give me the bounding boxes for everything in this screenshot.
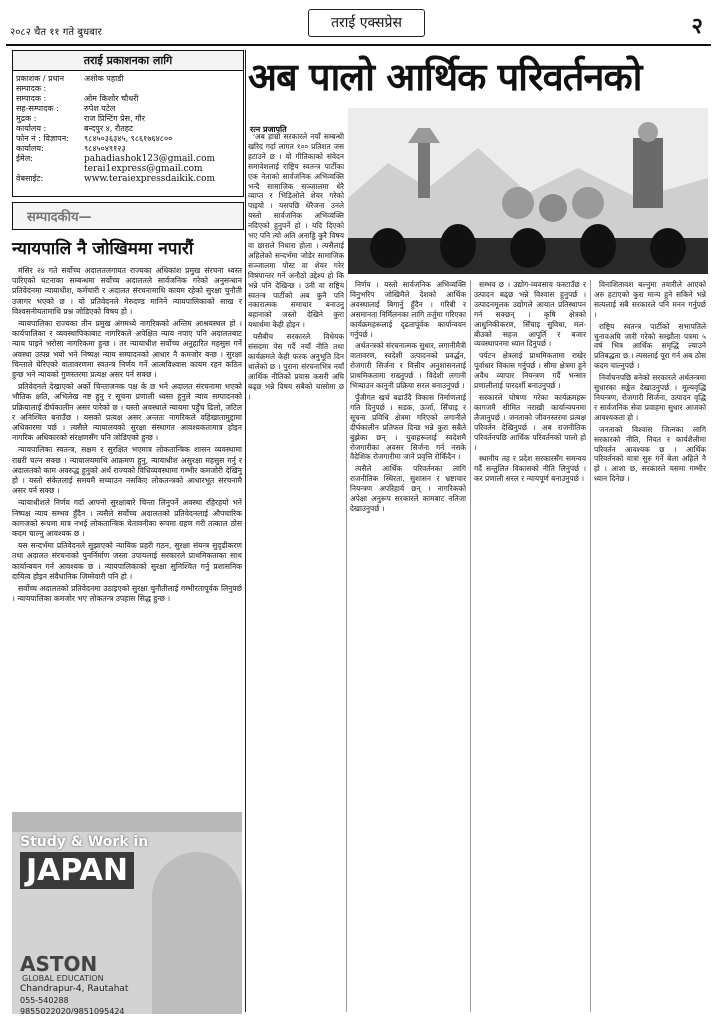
editorial-body bbox=[12, 266, 242, 806]
article-paragraph: सरकारले घोषणा गरेका कार्यक्रमहरू कागजमै सीमित नराखी कार्यान्वयनमा लैजानुपर्छ । जनताको जीवनस्तरमा प्रत्यक्ष परिवर्तन देखिनुपर्छ । अब राजनीतिक परिवर्तनपछि आर्थिक परिवर्तनको पालो हो । bbox=[474, 392, 586, 452]
page-number: २ bbox=[691, 14, 703, 39]
article-paragraph: पर्यटन क्षेत्रलाई प्राथमिकतामा राखेर पूर्वाधार विकास गर्नुपर्छ । सीमा क्षेत्रमा हुने अवैध व्यापार नियन्त्रण गर्दै भन्सार प्रणालीलाई पारदर्शी बनाउनुपर्छ । bbox=[474, 351, 586, 391]
email-link[interactable]: terai1express@gmail.com bbox=[84, 164, 203, 174]
article-paragraph: राष्ट्रिय स्वतन्त्र पार्टीको सभापतिले चुनावअघि जारी गरेको सम्झौता पत्रमा ५ वर्ष भित्र आर्थिक समृद्धि ल्याउने प्रतिबद्धता छ । त्यसलाई पूरा गर्न अब ठोस कदम चाल्नुपर्छ । bbox=[594, 321, 706, 371]
page-header bbox=[6, 4, 711, 44]
column-divider bbox=[590, 280, 591, 1012]
credit-row: सम्पादक : ओम किशोर चौधरी bbox=[16, 94, 139, 103]
article-paragraph: स्थानीय तह र प्रदेश सरकारसँग समन्वय गर्दै सन्तुलित विकासको नीति लिनुपर्छ । कर प्रणाली सरल र न्यायपूर्ण बनाउनुपर्छ । bbox=[474, 454, 586, 484]
ad-line2: JAPAN bbox=[20, 852, 134, 889]
website-label: वेबसाईट: bbox=[16, 174, 44, 183]
editorial-paragraph: न्यायपालिका स्वतन्त्र, सक्षम र सुरक्षित भएमात्र लोकतान्त्रिक शासन व्यवस्थामा राम्ररी चल्न सक्छ । न्यायालयमाथि आक्रमण हुनु, न्यायाधीश असुरक्षा महसुस गर्नु र अदालतको काम अवरुद्ध हुनुको अर्थ राज्यको विधिव्यवस्थामा गम्भीर कमजोरी देखिनु हो । यस्तो संकेतलाई समयमै सच्याउन नसकिए लोकतन्त्रको आधारभूत संरचनामै असर पर्न सक्छ । bbox=[12, 445, 242, 496]
editorial-paragraph: सर्वोच्च अदालतको प्रतिवेदनमा उठाइएको सुरक्षा चुनौतीलाई गम्भीरतापूर्वक लिनुपर्छ । न्यायपालिका कमजोर भए लोकतन्त्र उपहास सिद्ध हुन्छ । bbox=[12, 584, 242, 604]
ad-subtitle: GLOBAL EDUCATION bbox=[22, 974, 104, 983]
article-col4 bbox=[594, 280, 706, 1012]
article-paragraph: यसैबीच सरकारले विधेयक संसदमा पेस गर्दै नयाँ नीति तथा कार्यक्रमले केही फरक अनुभूति दिन थालेको छ । पुराना संरचनाभित्र नयाँ आर्थिक नीतिको प्रयास कसरी अघि बढ्छ भन्ने विषय सबैको चासोमा छ । bbox=[248, 332, 344, 401]
ad-phone1: 055-540288 bbox=[20, 996, 69, 1005]
study-japan-ad[interactable] bbox=[12, 812, 242, 1014]
article-paragraph: जनताको विश्वास जित्नका लागि सरकारको नीति, नियत र कार्यशैलीमा परिवर्तन आवश्यक छ । आर्थिक परिवर्तनको यात्रा सुरु गर्ने बेला अहिले नै हो । आशा छ, सरकारले यसमा गम्भीर ध्यान दिनेछ । bbox=[594, 424, 706, 484]
credit-row: मुद्रक : राज प्रिन्टिंग प्रेस, गौर bbox=[16, 114, 146, 123]
article-paragraph: त्यसैले आर्थिक परिवर्तनका लागि राजनीतिक स्थिरता, सुशासन र भ्रष्टाचार नियन्त्रण अपरिहार्य छन् । नागरिकको अपेक्षा अनुरूप सरकारले कामबाट नतिजा देखाउनुपर्छ । bbox=[350, 464, 466, 513]
editorial-label: सम्पादकीय— bbox=[27, 210, 92, 225]
article-byline: रत्न प्रजापति bbox=[250, 125, 287, 134]
paper-name: तराई एक्सप्रेस bbox=[308, 9, 425, 37]
column-divider bbox=[346, 280, 347, 1012]
section-divider bbox=[245, 50, 246, 1012]
article-paragraph: सम्भव छ । उद्योग-व्यवसाय फस्टाउँछ र उत्पादन बढ्छ भन्ने विश्वास हुनुपर्छ । उत्पादनमूलक उद्योगले आयात प्रतिस्थापन गर्न सक्छन् । कृषि क्षेत्रको आधुनिकीकरण, सिँचाइ सुविधा, मल-बीउको सहज आपूर्ति र बजार व्यवस्थापनमा ध्यान दिनुपर्छ । bbox=[474, 280, 586, 349]
email-row bbox=[13, 154, 243, 174]
credits-box bbox=[12, 50, 244, 197]
article-paragraph: निर्णय । यस्तो सार्वजनिक अभिव्यक्ति विनुभरिप जोखिमैले देशको आर्थिक अवस्थालाई बिगार्नु हुँदैन । गरिबी र असमानता निर्मिलनका लागि तर्जुमा गरिएका कार्यक्रमहरूलाई दृढतापूर्वक कार्यान्वयन गर्नुपर्छ । bbox=[350, 280, 466, 339]
editorial-label-box bbox=[12, 202, 244, 230]
ad-phone2: 9855022020/9851095424 bbox=[20, 1007, 125, 1014]
editorial-paragraph: न्यायाधीशले निर्णय गर्दा आफ्नो सुरक्षाबारे चिन्ता लिनुपर्ने अवस्था रहिरहयो भने निष्पक्ष न्याय सम्भव हुँदैन । त्यसैले सर्वोच्च अदालतको प्रतिवेदनलाई औपचारिक कागजको रूपमा मात्र नभई लोकतान्त्रिक चेतावनीका रूपमा ग्रहण गरी तत्काल ठोस कदम चाल्नु आवश्यक छ । bbox=[12, 498, 242, 539]
article-paragraph: पुँजीगत खर्च बढाउँदै विकास निर्माणलाई गति दिनुपर्छ । सडक, ऊर्जा, सिँचाइ र सूचना प्रविधि क्षेत्रमा गरिएको लगानीले दीर्घकालीन प्रतिफल दिन्छ भन्ने कुरा सबैले बुझेका छन् । युवाहरूलाई स्वदेशमै रोजगारीका अवसर सिर्जना गर्न नसके वैदेशिक रोजगारीमा जाने प्रवृत्ति रोकिँदैन । bbox=[350, 392, 466, 462]
column-divider bbox=[470, 280, 471, 1012]
credit-row: कार्यालय : बन्दपुर ४, रौतहट bbox=[16, 124, 134, 133]
credit-row: फोन नं : विज्ञापन: ९८४५०३६३४५, ९८६१७६४८०० bbox=[16, 134, 173, 143]
article-paragraph: निर्वाचनपछि बनेको सरकारले अर्थतन्त्रमा सुधारका सङ्केत देखाउनुपर्छ । मूल्यवृद्धि नियन्त्रण, रोजगारी सिर्जना, उत्पादन वृद्धि र सार्वजनिक सेवा प्रवाहमा सुधार आजको आवश्यकता हो । bbox=[594, 373, 706, 422]
ad-brand: ASTON bbox=[20, 952, 98, 976]
article-paragraph: 'अब हाम्रो सरकारले नयाँ सम्बन्धी खरिद गर्दा लागत १०० प्रतिशत जस हटाउने छ । यो गीतिकाको संवेदन समावेशलाई राष्ट्रिय स्वतन्त्र पार्टीका एक नेताको सार्वजनिक अभिव्यक्ति भन्दै सामाजिक सञ्जालमा धेरै व्याप्त र भिडिओले शेयर गरेको पाइयो । यसपछि धेरैजना उनले यस्तो सार्वजनिक अभिव्यक्ति नदिएको हुनुपर्ने हो । यदि दिएको भए पनि त्यो अति अनाड्डि कुरै विषय वा छाराले निधारा होला । त्यसैलाई अहिलेको सन्दर्भमा जोडेर सामाजिक सञ्जालमा पोस्ट वा शेयर गरेर विषयान्तर गर्ने अनौठो उद्देश्य हो कि भन्ने पनि देखिन्छ । उनी वा राष्ट्रिय स्वतन्त्र पार्टीको अब कुनै पनि नकारात्मक समाचार बनाउनु बहानाको जस्तो देखिने कुरा यथार्थमा केही होइन । bbox=[248, 132, 344, 330]
article-col3 bbox=[474, 280, 586, 1012]
article-paragraph: विनाशितावश बल्नुमा तयारीले आएको अरु हटाएको कुरा मान्य हुने सकिने भन्ने सत्यलाई सबै सरकारले पनि मनन गर्नुपर्छ । bbox=[594, 280, 706, 319]
credits-table bbox=[13, 74, 243, 184]
article-col1 bbox=[248, 132, 344, 1012]
article-illustration bbox=[348, 108, 708, 274]
credits-title: तराई प्रकाशनका लागि bbox=[13, 51, 243, 71]
credit-row: प्रकाशक / प्रधान सम्पादक : अशोक पहाडी bbox=[16, 74, 124, 93]
economy-illustration bbox=[348, 108, 708, 274]
ad-banner-stripe bbox=[12, 812, 242, 832]
editorial-paragraph: मंसिर २४ गते सर्वोच्च अदालतलगायत राज्यका अधिकांश प्रमुख संरचना ध्वस्त पारिएको घटनाका सम्बन्धमा सर्वोच्च अदालतले सार्वजनिक गरेको अनुसन्धान प्रतिवेदनमा न्यायाधीश, कर्मचारी र अदालत संरचनामाथि कायम रहेको सुरक्षा चुनौती उजागर भएको छ । यो प्रतिवेदनले मेरुदण्ड मानिने न्यायपालिकाको साख र विश्वसनीयतामाथि प्रश्न जोडिएको विषय हो । bbox=[12, 266, 242, 316]
credit-row: सह-सम्पादक : रुपेश पटेल bbox=[16, 104, 116, 113]
email-label: ईमेल: bbox=[16, 154, 33, 163]
article-headline: अब पालो आर्थिक परिवर्तनको bbox=[248, 55, 642, 99]
website-row bbox=[13, 174, 243, 184]
editorial-paragraph: न्यायपालिका राज्यका तीन प्रमुख अंगमध्ये नागरिकको अन्तिम आश्रयस्थल हो । कार्यपालिका र व्यवस्थापिकाबाट नागरिकले अपेक्षित न्याय नपाए पनि अदालतबाट न्याय पाइने भरोसा नागरिकमा हुन्छ । तर न्यायाधीश सर्वोच्च अनुहारित महसुस गर्ने अवस्था उत्पन्न भयो भने निष्पक्ष न्याय सम्पादनको आधार नै कमजोर बन्छ । सुरक्षा चिन्ताले घेरिएको वातावरणमा स्वतन्त्र निर्णय गर्ने आत्मविश्वास कायम रहन कठिन हुन्छ भने न्यायको गुणस्तरमा प्रत्यक्ष असर पर्न सक्छ । bbox=[12, 319, 242, 380]
header-rule bbox=[6, 44, 711, 46]
editorial-paragraph: प्रतिवेदनले देखाएको अर्को चिन्ताजनक पक्ष के छ भने अदालत संरचनामा भएको भौतिक क्षति, अभिलेख नष्ट हुनु र सूचना प्रणाली ध्वस्त हुनुले न्याय सम्पादनको प्रक्रियालाई दीर्घकालीन असर पारेको छ । यस्तो अवस्थाले न्यायमा पहुँच ढिलो, जटिल र अनिश्चित बनाउँछ । यसको प्रत्यक्ष असर अन्ततः नागरिकले वहिखातामुद्दामा अधिकारमा पर्छ । त्यसैले न्यायालयको सुरक्षा संस्थागत आवश्यकतामात्र होइन नागरिक अधिकारको संरक्षणसँग पनि जोडिएको हुन्छ । bbox=[12, 382, 242, 443]
editorial-title: न्यायपालि नै जोखिममा नपारौं bbox=[12, 239, 194, 259]
student-photo bbox=[152, 852, 242, 1014]
article-paragraph: अर्थतन्त्रको संरचनात्मक सुधार, लगानीमैत्री वातावरण, स्वदेशी उत्पादनको प्रवर्द्धन, रोजगारी सिर्जना र वित्तीय अनुशासनलाई प्राथमिकतामा राख्नुपर्छ । विदेशी लगानी भित्र्याउन कानुनी प्रक्रिया सरल बनाउनुपर्छ । bbox=[350, 341, 466, 391]
website-link[interactable]: www.teraiexpressdaikik.com bbox=[84, 174, 216, 184]
email-link[interactable]: pahadiashok123@gmail.com bbox=[84, 154, 216, 164]
editorial-paragraph: यस सन्दर्भमा प्रतिवेदनले सुझाएको न्यायिक प्रहरी गठन, सुरक्षा संयन्त्र सुदृढीकरण तथा अदालत संरचनाको पुनर्निर्माण जस्ता उपायलाई सरकारले प्राथमिकताका साथ कार्यान्वयन गर्न आवश्यक छ । न्यायपालिकाको सुरक्षा सुनिश्चित गर्नु प्रशासनिक दायित्व होइन संवैधानिक जिम्मेवारी पनि हो । bbox=[12, 541, 242, 581]
credit-row: कार्यालय: ९८४५०४९१२३ bbox=[16, 144, 126, 153]
article-col2 bbox=[350, 280, 466, 1012]
ad-address: Chandrapur-4, Rautahat bbox=[20, 984, 129, 994]
issue-date: २०८२ चैत ११ गते बुधबार bbox=[10, 27, 102, 38]
ad-line1: Study & Work in bbox=[20, 834, 149, 850]
